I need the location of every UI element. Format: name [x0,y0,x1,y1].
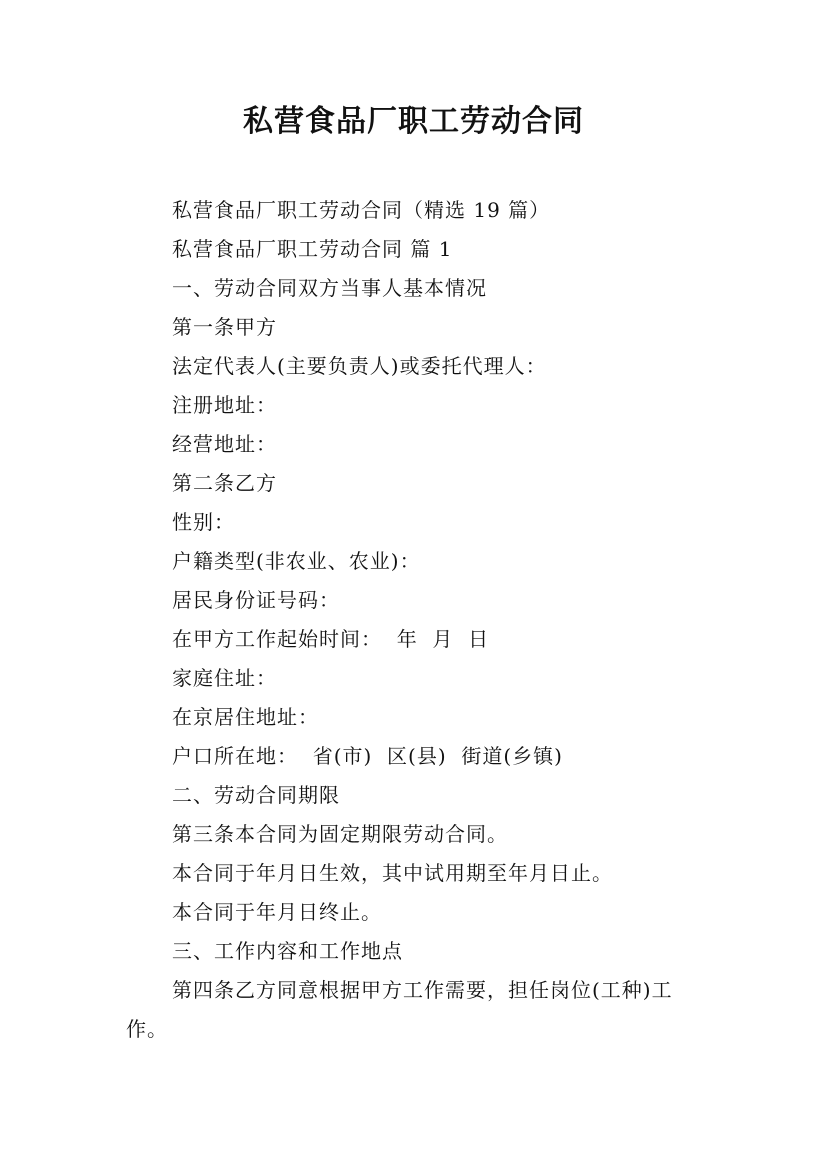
paragraph: 本合同于年月日终止。 [172,900,382,924]
paragraph: 法定代表人(主要负责人)或委托代理人： [172,354,547,378]
paragraph: 第二条乙方 [172,471,277,495]
document-body [126,191,711,1049]
section-heading: 三、工作内容和工作地点 [172,939,403,963]
paragraph: 户籍类型(非农业、农业)： [172,549,421,573]
paragraph: 家庭住址： [172,666,277,690]
paragraph: 在甲方工作起始时间： 年 月 日 [172,627,490,651]
paragraph: 第四条乙方同意根据甲方工作需要，担任岗位(工种)工作。 [126,978,673,1041]
paragraph: 私营食品厂职工劳动合同 篇 1 [172,237,453,261]
paragraph: 注册地址： [172,393,277,417]
paragraph: 在京居住地址： [172,705,319,729]
paragraph: 第一条甲方 [172,315,277,339]
paragraph: 本合同于年月日生效，其中试用期至年月日止。 [172,861,613,885]
document-title: 私营食品厂职工劳动合同 [243,104,584,139]
paragraph: 户口所在地： 省(市) 区(县) 街道(乡镇) [172,744,563,768]
paragraph: 性别： [172,510,235,534]
section-heading: 二、劳动合同期限 [172,783,340,807]
paragraph: 私营食品厂职工劳动合同（精选 19 篇） [172,198,551,222]
paragraph: 经营地址： [172,432,277,456]
paragraph: 居民身份证号码： [172,588,340,612]
section-heading: 一、劳动合同双方当事人基本情况 [172,276,487,300]
paragraph: 第三条本合同为固定期限劳动合同。 [172,822,508,846]
